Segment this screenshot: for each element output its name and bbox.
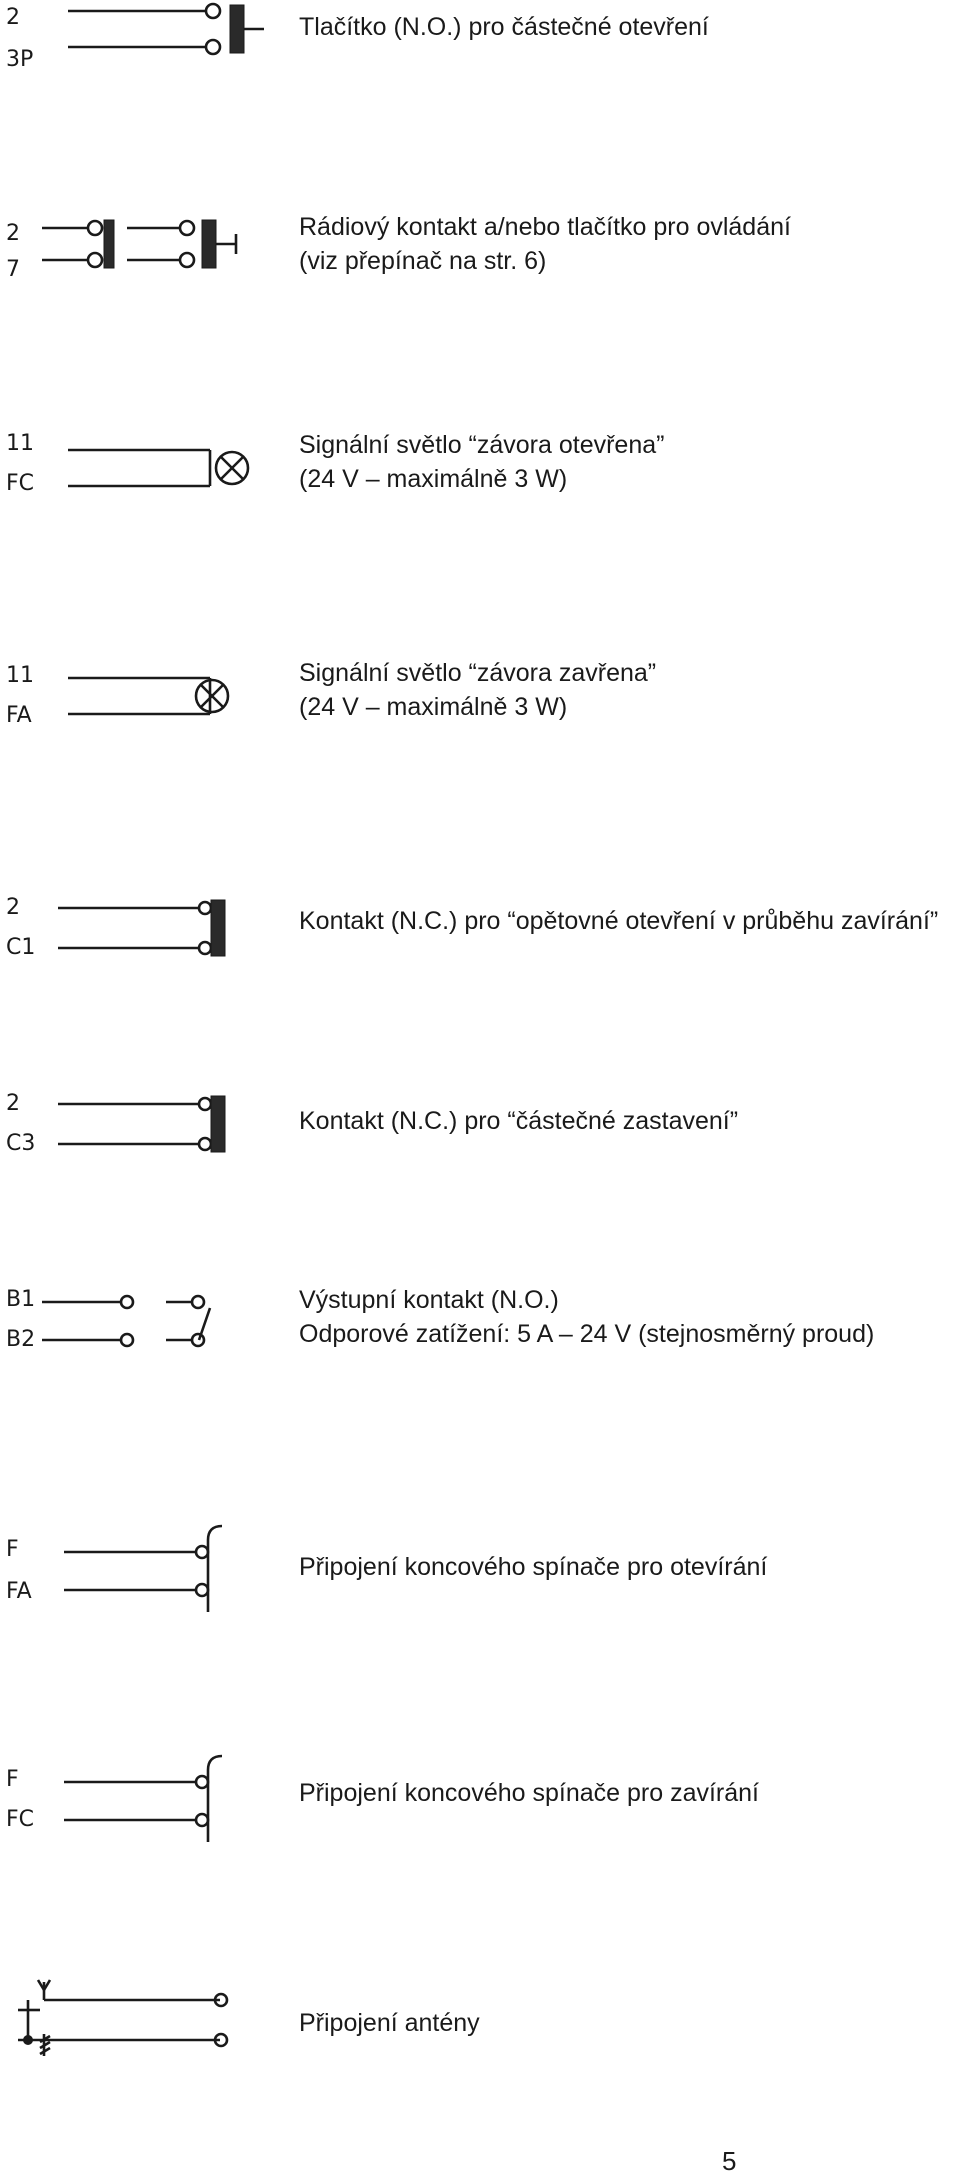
entry-radio-contact <box>0 210 960 290</box>
description-line: Kontakt (N.C.) pro “opětovné otevření v průběhu zavírání” <box>299 907 939 935</box>
description-line: Připojení koncového spínače pro zavírání <box>299 1779 759 1807</box>
entry-description <box>299 210 791 278</box>
terminal-label: FA <box>6 703 32 728</box>
description-line: (24 V – maximálně 3 W) <box>299 693 568 721</box>
entry-signal-lamp-closed <box>0 659 960 744</box>
terminal-label: 7 <box>6 257 20 282</box>
description-line: (24 V – maximálně 3 W) <box>299 465 568 493</box>
entry-nc-contact-reopen <box>0 896 960 976</box>
antenna-icon <box>0 1976 280 2076</box>
description-line: Kontakt (N.C.) pro “částečné zastavení” <box>299 1107 739 1135</box>
terminal-label: F <box>6 1767 19 1792</box>
push-button-no-icon <box>0 0 280 80</box>
output-contact-icon <box>0 1286 280 1366</box>
description-line: Připojení antény <box>299 2009 480 2037</box>
entry-description <box>299 656 656 724</box>
terminal-label: F <box>6 1537 19 1562</box>
terminal-label: FC <box>6 471 35 496</box>
terminal-label: 11 <box>6 663 34 688</box>
signal-lamp-icon <box>0 432 280 512</box>
entry-description <box>299 1104 738 1138</box>
terminal-label: 11 <box>6 431 34 456</box>
terminal-label: 2 <box>6 895 20 920</box>
description-line: Tlačítko (N.O.) pro částečné otevření <box>299 13 709 41</box>
entry-description <box>299 10 709 44</box>
entry-partial-open-button <box>0 0 960 80</box>
entry-description <box>299 2006 480 2040</box>
entry-description <box>299 904 938 938</box>
terminal-label: B2 <box>6 1327 36 1352</box>
signal-lamp-icon <box>0 664 280 744</box>
page-number: 5 <box>722 2146 737 2176</box>
description-line: (viz přepínač na str. 6) <box>299 247 547 275</box>
terminal-label: FC <box>6 1807 35 1832</box>
nc-contact-icon <box>0 1092 280 1172</box>
terminal-label: C3 <box>6 1131 36 1156</box>
entry-limit-switch-close <box>0 1750 960 1850</box>
entry-limit-switch-open <box>0 1520 960 1620</box>
terminal-label: 3P <box>6 47 34 72</box>
entry-description <box>299 428 664 496</box>
terminal-label: FA <box>6 1579 32 1604</box>
limit-switch-icon <box>0 1520 280 1630</box>
terminal-label: B1 <box>6 1287 36 1312</box>
radio-contact-icon <box>0 210 280 290</box>
entry-nc-contact-partial-stop <box>0 1092 960 1172</box>
entry-description <box>299 1550 767 1584</box>
terminal-label: 2 <box>6 5 20 30</box>
terminal-label: C1 <box>6 935 36 960</box>
description-line: Rádiový kontakt a/nebo tlačítko pro ovládání <box>299 213 791 241</box>
limit-switch-icon <box>0 1750 280 1860</box>
entry-antenna <box>0 1976 960 2066</box>
entry-output-contact <box>0 1286 960 1366</box>
description-line: Výstupní kontakt (N.O.) <box>299 1286 559 1314</box>
entry-description <box>299 1776 759 1810</box>
nc-contact-icon <box>0 896 280 976</box>
description-line: Odporové zatížení: 5 A – 24 V (stejnosměrný proud) <box>299 1320 875 1348</box>
entry-description <box>299 1283 874 1351</box>
description-line: Připojení koncového spínače pro otevírání <box>299 1553 768 1581</box>
terminal-label: 2 <box>6 1091 20 1116</box>
terminal-label: 2 <box>6 221 20 246</box>
description-line: Signální světlo “závora otevřena” <box>299 431 665 459</box>
entry-signal-lamp-open <box>0 432 960 512</box>
description-line: Signální světlo “závora zavřena” <box>299 659 657 687</box>
